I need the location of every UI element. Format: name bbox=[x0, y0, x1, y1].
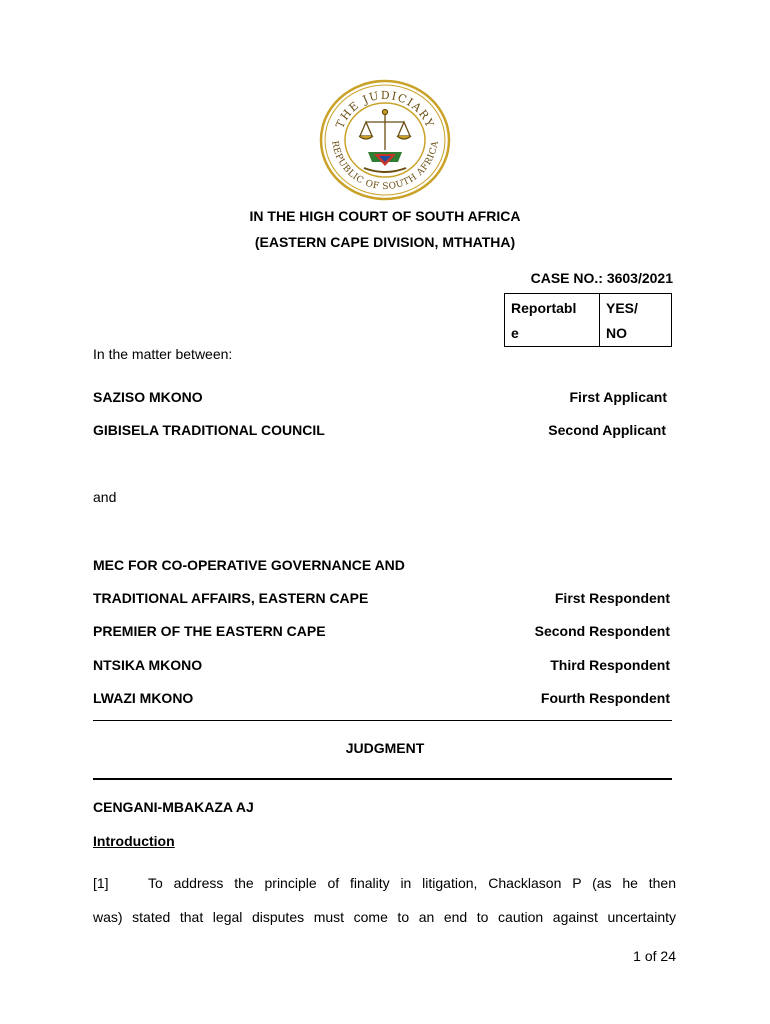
court-division: (EASTERN CAPE DIVISION, MTHATHA) bbox=[254, 234, 516, 250]
applicant-role: First Applicant bbox=[569, 389, 667, 405]
section-heading: Introduction bbox=[93, 833, 175, 849]
judiciary-seal bbox=[318, 78, 452, 202]
respondent-role: Third Respondent bbox=[550, 657, 670, 673]
matter-between-label: In the matter between: bbox=[93, 346, 233, 362]
seal-inner-text: REPUBLIC OF SOUTH AFRICA bbox=[329, 140, 441, 193]
respondent-name: MEC FOR CO-OPERATIVE GOVERNANCE AND bbox=[93, 557, 405, 573]
applicant-role: Second Applicant bbox=[548, 422, 666, 438]
divider-line bbox=[93, 720, 672, 721]
respondent-name: TRADITIONAL AFFAIRS, EASTERN CAPE bbox=[93, 590, 369, 606]
applicant-name: SAZISO MKONO bbox=[93, 389, 203, 405]
judge-name: CENGANI-MBAKAZA AJ bbox=[93, 799, 254, 815]
seal-outer-text: THE JUDICIARY bbox=[333, 88, 437, 131]
coat-of-arms-icon bbox=[364, 152, 406, 172]
paragraph-line: was) stated that legal disputes must come to an end to caution against uncertainty bbox=[93, 909, 676, 925]
paragraph-line: To address the principle of finality in litigation, Chacklason P (as he then bbox=[148, 875, 676, 891]
respondent-role: First Respondent bbox=[554, 590, 670, 606]
reportable-value: YES/ NO bbox=[600, 294, 672, 347]
respondent-name: LWAZI MKONO bbox=[93, 690, 194, 706]
respondent-role: Fourth Respondent bbox=[540, 690, 670, 706]
reportable-label: Reportabl e bbox=[505, 294, 600, 347]
reportable-table bbox=[504, 293, 672, 347]
scales-icon bbox=[359, 110, 411, 151]
applicant-name: GIBISELA TRADITIONAL COUNCIL bbox=[93, 422, 325, 438]
and-separator: and bbox=[93, 489, 117, 505]
divider-line bbox=[93, 778, 672, 780]
judgment-title: JUDGMENT bbox=[345, 740, 425, 756]
paragraph-number: [1] bbox=[93, 875, 109, 891]
court-name: IN THE HIGH COURT OF SOUTH AFRICA bbox=[249, 208, 521, 224]
respondent-role: Second Respondent bbox=[534, 623, 670, 639]
respondent-name: PREMIER OF THE EASTERN CAPE bbox=[93, 623, 326, 639]
respondent-name: NTSIKA MKONO bbox=[93, 657, 203, 673]
case-number: CASE NO.: 3603/2021 bbox=[530, 270, 673, 286]
page-number: 1 of 24 bbox=[633, 948, 676, 964]
